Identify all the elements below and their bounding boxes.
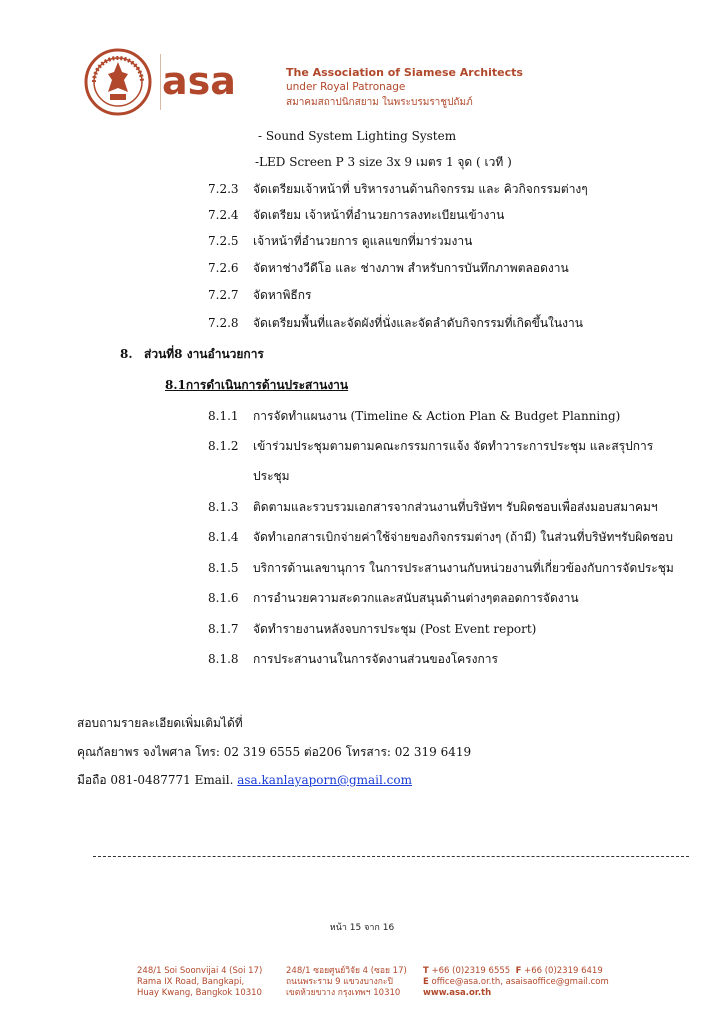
- org-name-th: สมาคมสถาปนิกสยาม ในพระบรมราชูปถัมภ์: [286, 97, 473, 108]
- contact-mobile-line: [77, 772, 412, 788]
- item-text: จัดเตรียมพื้นที่และจัดผังที่นั่งและจัดลำดับกิจกรรมที่เกิดขึ้นในงาน: [253, 316, 583, 330]
- item-number: 7.2.8: [208, 316, 239, 330]
- section-title: ส่วนที่8 งานอำนวยการ: [144, 347, 264, 361]
- item-number: 8.1.1: [208, 409, 239, 423]
- asa-wordmark-logo: [158, 54, 258, 106]
- org-subtitle-en: under Royal Patronage: [286, 81, 406, 93]
- item-text: จัดหาพิธีกร: [253, 288, 312, 302]
- email-value: office@asa.or.th, asaisaoffice@gmail.com: [431, 977, 609, 987]
- item-number: 7.2.4: [208, 208, 239, 222]
- footer-website: www.asa.or.th: [423, 988, 492, 998]
- contact-email-link[interactable]: asa.kanlayaporn@gmail.com: [237, 773, 412, 787]
- footer-address-en: [137, 966, 262, 999]
- footer-address-th-line: เขตห้วยขวาง กรุงเทพฯ 10310: [286, 988, 401, 998]
- item-number: 7.2.3: [208, 182, 239, 196]
- item-text: บริการด้านเลขานุการ ในการประสานงานกับหน่วยงานที่เกี่ยวข้องกับการจัดประชุม: [253, 561, 674, 575]
- footer-address-th-line: 248/1 ซอยศูนย์วิจัย 4 (ซอย 17): [286, 966, 407, 976]
- org-name-en: The Association of Siamese Architects: [286, 66, 523, 79]
- item-number: 7.2.7: [208, 288, 239, 302]
- item-number: 8.1.2: [208, 439, 239, 453]
- fax-value: +66 (0)2319 6419: [524, 966, 603, 976]
- footer-address-th: [286, 966, 407, 999]
- asa-seal-logo: [84, 48, 152, 116]
- footer-contact: [423, 966, 609, 999]
- section-number: 8.: [120, 347, 133, 361]
- item-text-continuation: ประชุม: [253, 469, 290, 483]
- footer-address-en-line: 248/1 Soi Soonvijai 4 (Soi 17): [137, 966, 263, 976]
- dashed-divider: [93, 856, 689, 857]
- footer-address-th-line: ถนนพระราม 9 แขวงบางกะปิ: [286, 977, 393, 987]
- equipment-line-2: -LED Screen P 3 size 3x 9 เมตร 1 จุด ( เวที ): [255, 155, 512, 169]
- footer-phone-line: [423, 966, 609, 977]
- email-label: E: [423, 977, 429, 987]
- item-text: จัดหาช่างวีดีโอ และ ช่างภาพ สำหรับการบันทึกภาพตลอดงาน: [253, 261, 569, 275]
- fax-label: F: [515, 966, 522, 976]
- item-number: 8.1.6: [208, 591, 239, 605]
- item-number: 7.2.6: [208, 261, 239, 275]
- contact-title: สอบถามรายละเอียดเพิ่มเติมได้ที่: [77, 716, 243, 730]
- asa-wordmark-text: asa: [162, 59, 236, 103]
- item-text: การจัดทำแผนงาน (Timeline & Action Plan & Budget Planning): [253, 409, 621, 423]
- item-number: 8.1.8: [208, 652, 239, 666]
- item-text: จัดเตรียม เจ้าหน้าที่อำนวยการลงทะเบียนเข้างาน: [253, 208, 505, 222]
- contact-mobile-text: มือถือ 081-0487771 Email.: [77, 773, 234, 787]
- equipment-line-1: - Sound System Lighting System: [258, 129, 457, 143]
- subsection-title: 8.1การดำเนินการด้านประสานงาน: [165, 378, 349, 392]
- footer-address-en-line: Rama IX Road, Bangkapi,: [137, 977, 245, 987]
- contact-person-line: คุณกัลยาพร จงไพศาล โทร: 02 319 6555 ต่อ206 โทรสาร: 02 319 6419: [77, 745, 472, 759]
- item-text: จัดทำรายงานหลังจบการประชุม (Post Event report): [253, 622, 537, 636]
- item-text: เข้าร่วมประชุมตามตามคณะกรรมการแจ้ง จัดทำวาระการประชุม และสรุปการ: [253, 439, 654, 453]
- item-text: ติดตามและรวบรวมเอกสารจากส่วนงานที่บริษัทฯ รับผิดชอบเพื่อส่งมอบสมาคมฯ: [253, 500, 658, 514]
- item-number: 8.1.3: [208, 500, 239, 514]
- item-number: 7.2.5: [208, 234, 239, 248]
- item-number: 8.1.4: [208, 530, 239, 544]
- tel-label: T: [423, 966, 429, 976]
- tel-value: +66 (0)2319 6555: [431, 966, 511, 976]
- item-number: 8.1.5: [208, 561, 239, 575]
- page-number: หน้า 15 จาก 16: [329, 923, 395, 933]
- footer-email-line: [423, 977, 609, 988]
- item-text: เจ้าหน้าที่อำนวยการ ดูแลแขกที่มาร่วมงาน: [253, 234, 473, 248]
- footer-address-en-line: Huay Kwang, Bangkok 10310: [137, 988, 262, 998]
- item-number: 8.1.7: [208, 622, 239, 636]
- item-text: จัดเตรียมเจ้าหน้าที่ บริหารงานด้านกิจกรรม และ คิวกิจกรรมต่างๆ: [253, 182, 588, 196]
- item-text: การอำนวยความสะดวกและสนับสนุนด้านต่างๆตลอดการจัดงาน: [253, 591, 579, 605]
- item-text: การประสานงานในการจัดงานส่วนของโครงการ: [253, 652, 498, 666]
- item-text: จัดทำเอกสารเบิกจ่ายค่าใช้จ่ายของกิจกรรมต่างๆ (ถ้ามี) ในส่วนที่บริษัทฯรับผิดชอบ: [253, 530, 673, 544]
